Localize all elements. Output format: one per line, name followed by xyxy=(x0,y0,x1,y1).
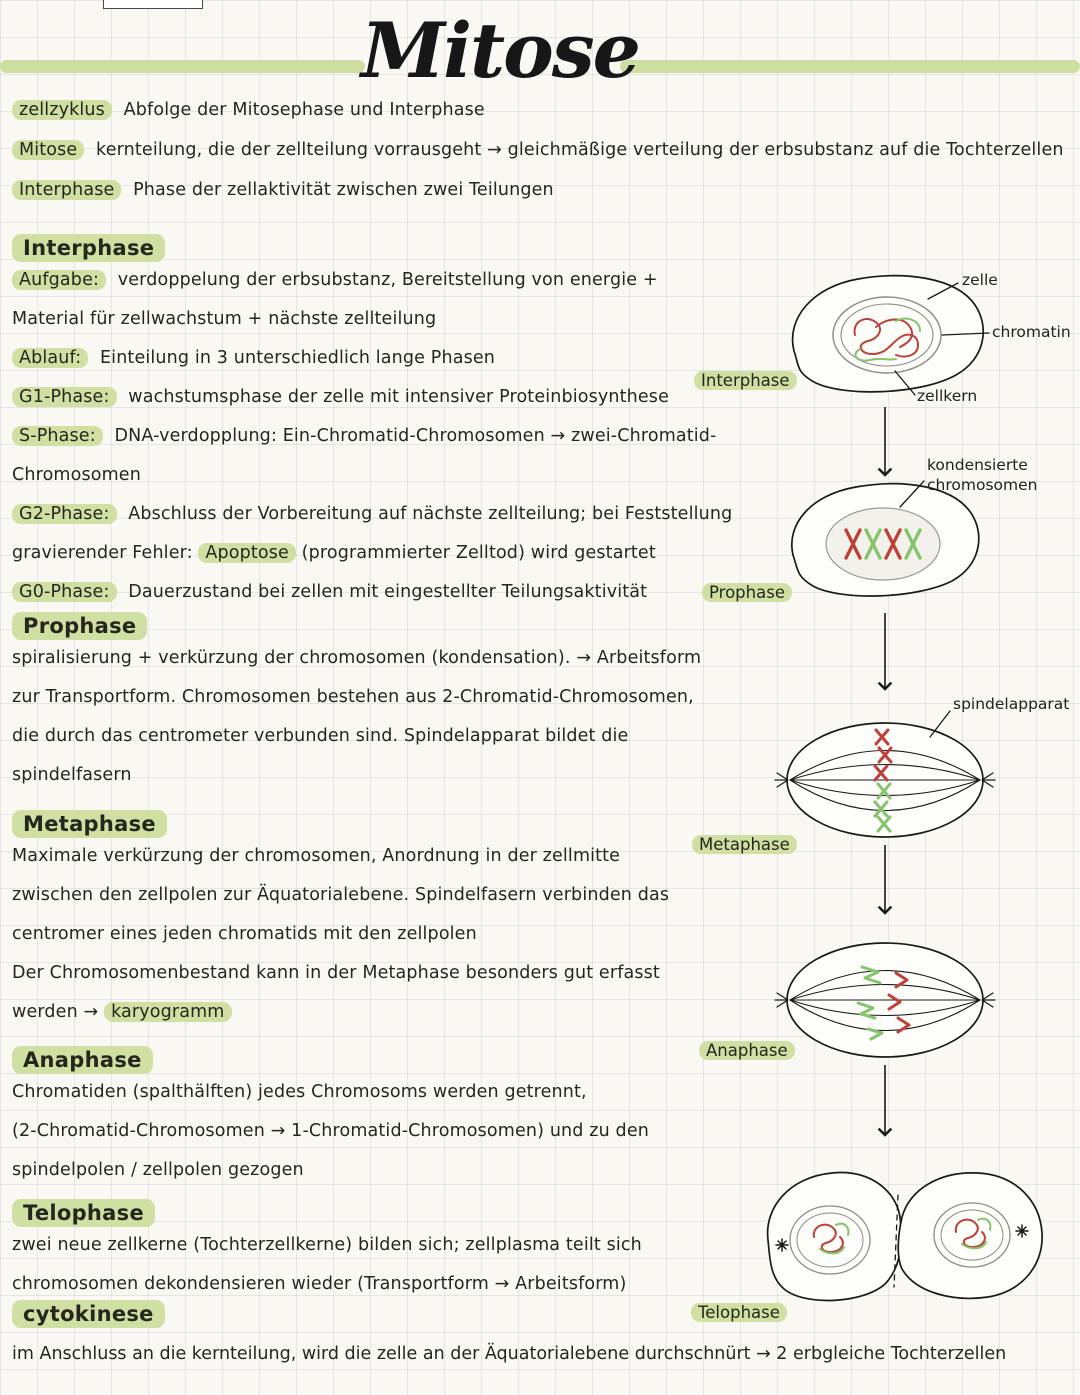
text-line xyxy=(12,1002,702,1041)
line-text: spiralisierung + verkürzung der chromosomen (kondensation). → Arbeitsform xyxy=(12,648,702,668)
annotation-line: kondensierte xyxy=(927,456,1028,474)
text-line xyxy=(12,765,702,804)
section-anaphase xyxy=(12,1046,702,1199)
text-line xyxy=(12,426,717,465)
section-heading xyxy=(12,1199,702,1235)
term-highlight: Aufgabe: xyxy=(12,270,106,290)
text-line xyxy=(12,648,702,687)
term-highlight: Ablauf: xyxy=(12,348,88,368)
diagram-label-metaphase: Metaphase xyxy=(692,835,797,854)
text-line xyxy=(12,846,702,885)
text-line xyxy=(12,885,702,924)
phase-diagram-column xyxy=(690,255,1080,1395)
text-line xyxy=(12,1121,702,1160)
definition-line xyxy=(12,180,1074,220)
interphase-cell-diagram xyxy=(793,276,989,395)
annotation-spindelapparat: spindelapparat xyxy=(953,695,1070,713)
line-text: Maximale verkürzung der chromosomen, Anordnung in der zellmitte xyxy=(12,846,621,866)
line-text: Der Chromosomenbestand kann in der Metaphase besonders gut erfasst xyxy=(12,963,660,983)
annotation-zellkern: zellkern xyxy=(917,387,978,405)
line-text: (2-Chromatid-Chromosomen → 1-Chromatid-Chromosomen) und zu den xyxy=(12,1121,649,1141)
line-text: zur Transportform. Chromosomen bestehen aus 2-Chromatid-Chromosomen, xyxy=(12,687,694,707)
diagram-label-interphase: Interphase xyxy=(694,371,797,390)
heading-text: Metaphase xyxy=(12,810,167,838)
text-line xyxy=(12,963,702,1002)
definition-text: Phase der zellaktivität zwischen zwei Teilungen xyxy=(133,180,554,200)
line-text: die durch das centrometer verbunden sind. Spindelapparat bildet die xyxy=(12,726,629,746)
anaphase-spindle-diagram xyxy=(775,943,995,1057)
paper-edge-tab xyxy=(103,0,203,9)
prophase-cell-diagram xyxy=(792,481,979,596)
diagram-label-telophase: Telophase xyxy=(691,1303,787,1322)
heading-text: Telophase xyxy=(12,1199,155,1227)
line-text: gravierender Fehler: xyxy=(12,543,199,563)
line-text: (programmierter Zelltod) wird gestartet xyxy=(295,543,656,563)
diagram-label-anaphase: Anaphase xyxy=(699,1041,795,1060)
line-text: zwischen den zellpolen zur Äquatorialebene. Spindelfasern verbinden das xyxy=(12,885,670,905)
heading-text: Anaphase xyxy=(12,1046,153,1074)
text-line xyxy=(12,1235,702,1274)
term-highlight: G1-Phase: xyxy=(12,387,117,407)
text-line xyxy=(12,270,702,309)
text-line xyxy=(12,387,702,426)
line-text: spindelpolen / zellpolen gezogen xyxy=(12,1160,304,1180)
line-text: zwei neue zellkerne (Tochterzellkerne) bilden sich; zellplasma teilt sich xyxy=(12,1235,642,1255)
term-highlight: Interphase xyxy=(12,180,121,200)
section-heading xyxy=(12,234,702,270)
line-text: im Anschluss an die kernteilung, wird die zelle an der Äquatorialebene durchschnürt → 2 erbgleiche Tochterzellen xyxy=(12,1344,1007,1364)
section-interphase xyxy=(12,234,733,621)
text-line xyxy=(12,1082,702,1121)
line-text: Dauerzustand bei zellen mit eingestellter Teilungsaktivität xyxy=(128,582,648,602)
metaphase-spindle-diagram xyxy=(775,711,995,837)
definition-text: kernteilung, die der zellteilung vorrausgeht → gleichmäßige verteilung der erbsubstanz auf die Tochterzellen xyxy=(96,140,1064,160)
section-heading xyxy=(12,1046,702,1082)
text-line xyxy=(12,687,702,726)
heading-text: Interphase xyxy=(12,234,165,262)
text-line xyxy=(12,465,702,504)
line-text: verdoppelung der erbsubstanz, Bereitstellung von energie + xyxy=(117,270,658,290)
term-highlight: G2-Phase: xyxy=(12,504,117,524)
term-highlight: Apoptose xyxy=(198,543,296,563)
text-line xyxy=(12,543,702,582)
definition-line xyxy=(12,140,1074,180)
section-prophase xyxy=(12,612,702,804)
term-highlight: karyogramm xyxy=(104,1002,231,1022)
text-line xyxy=(12,924,702,963)
title-accent-bar-right xyxy=(620,60,1080,73)
telophase-cells-diagram xyxy=(768,1173,1043,1301)
line-text: Chromosomen xyxy=(12,465,141,485)
definition-text: Abfolge der Mitosephase und Interphase xyxy=(123,100,485,120)
line-text: wachstumsphase der zelle mit intensiver Proteinbiosynthese xyxy=(128,387,669,407)
mitosis-phase-diagrams xyxy=(690,255,1080,1395)
page-title: Mitose xyxy=(361,6,639,95)
text-line xyxy=(12,348,702,387)
term-highlight: G0-Phase: xyxy=(12,582,117,602)
definition-line xyxy=(12,100,1074,140)
text-line xyxy=(12,504,733,543)
line-text: DNA-verdopplung: Ein-Chromatid-Chromosomen → zwei-Chromatid- xyxy=(114,426,717,446)
section-metaphase xyxy=(12,810,702,1041)
line-text: Einteilung in 3 unterschiedlich lange Phasen xyxy=(99,348,496,368)
term-highlight: S-Phase: xyxy=(12,426,103,446)
line-text: werden → xyxy=(12,1002,105,1022)
line-text: chromosomen dekondensieren wieder (Transportform → Arbeitsform) xyxy=(12,1274,627,1294)
line-text: Material für zellwachstum + nächste zellteilung xyxy=(12,309,437,329)
annotation-zelle: zelle xyxy=(962,271,998,289)
text-line xyxy=(12,1160,702,1199)
annotation-line: chromosomen xyxy=(927,476,1038,494)
line-text: Chromatiden (spalthälften) jedes Chromosoms werden getrennt, xyxy=(12,1082,587,1102)
line-text: Abschluss der Vorbereitung auf nächste zellteilung; bei Feststellung xyxy=(128,504,733,524)
section-heading xyxy=(12,810,702,846)
heading-text: cytokinese xyxy=(12,1300,165,1328)
section-heading xyxy=(12,612,702,648)
definitions-block xyxy=(12,100,1074,220)
line-text: centromer eines jeden chromatids mit den zellpolen xyxy=(12,924,477,944)
section-telophase xyxy=(12,1199,702,1313)
annotation-chromatin: chromatin xyxy=(992,323,1071,341)
title-accent-bar-left xyxy=(0,60,365,73)
annotation-kondensierte-chromosomen xyxy=(927,455,1037,495)
diagram-label-prophase: Prophase xyxy=(702,583,792,602)
line-text: spindelfasern xyxy=(12,765,132,785)
text-line xyxy=(12,309,702,348)
term-highlight: zellzyklus xyxy=(12,100,112,120)
heading-text: Prophase xyxy=(12,612,147,640)
text-line xyxy=(12,726,702,765)
section-cytokinese-heading xyxy=(12,1300,171,1328)
term-highlight: Mitose xyxy=(12,140,84,160)
